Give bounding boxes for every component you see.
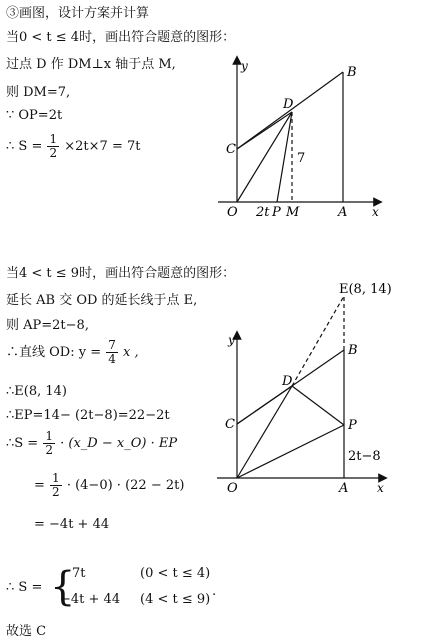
- fraction-den: 2: [49, 146, 58, 160]
- fraction-den: 4: [108, 352, 116, 366]
- figure-2: [205, 280, 405, 498]
- case1-expr: 7t: [72, 566, 86, 581]
- label-p: P: [348, 418, 357, 433]
- label-b: B: [347, 65, 357, 80]
- label-7: 7: [297, 151, 306, 166]
- piecewise-brace: {: [50, 564, 76, 610]
- segment-od: [237, 112, 292, 202]
- fraction-num: 1: [52, 471, 60, 485]
- area-formula-3: [34, 472, 184, 499]
- label-o: O: [227, 205, 238, 220]
- answer-text: 故选 C: [6, 624, 47, 639]
- label-c: C: [225, 417, 235, 432]
- segment-cd: [237, 386, 292, 424]
- area-prefix: ∴ S =: [6, 139, 43, 154]
- case2-cond: (4 < t ≤ 9): [140, 592, 211, 607]
- label-a: A: [338, 205, 348, 220]
- label-a: A: [339, 481, 349, 496]
- e-point-text: ∴E(8, 14): [6, 384, 67, 399]
- label-2t: 2t: [256, 205, 270, 220]
- area-formula-4: = −4t + 44: [34, 517, 110, 532]
- fraction-half: [43, 430, 55, 457]
- area2-prefix: ∴S =: [6, 436, 39, 451]
- ep-text: ∴EP=14− (2t−8)=22−2t: [6, 408, 170, 423]
- area3-suffix: · (4−0) · (22 − 2t): [66, 478, 185, 493]
- segment-dp: [292, 386, 344, 425]
- label-y: y: [241, 59, 248, 73]
- area2-suffix: · (x_D − x_O) · EP: [60, 436, 178, 451]
- label-c: C: [226, 142, 236, 157]
- label-m: M: [286, 205, 300, 220]
- dm-text: 则 DM=7,: [6, 85, 71, 100]
- extend-text: 延长 AB 交 OD 的延长线于点 E,: [6, 293, 198, 308]
- od-suffix: x ,: [123, 345, 139, 360]
- segment-dp: [277, 112, 292, 202]
- summary-end: .: [212, 584, 217, 599]
- fraction-seven-fourths: [106, 339, 118, 366]
- area-formula-2: [6, 430, 177, 457]
- case1-cond: (0 < t ≤ 4): [140, 566, 211, 581]
- fraction-den: 2: [45, 443, 53, 457]
- heading: ③画图，设计方案并计算: [6, 6, 150, 21]
- label-e: E(8, 14): [339, 282, 392, 297]
- case2-expr: −4t + 44: [60, 592, 121, 607]
- segment-de: [292, 296, 344, 386]
- ap-text: 则 AP=2t−8,: [6, 318, 89, 333]
- label-o: O: [227, 481, 238, 496]
- area3-prefix: =: [34, 478, 45, 493]
- fraction-num: 1: [45, 429, 53, 443]
- op-text: ∵ OP=2t: [6, 108, 63, 123]
- label-d: D: [282, 374, 293, 389]
- label-x: x: [372, 205, 379, 219]
- construct-text: 过点 D 作 DM⊥x 轴于点 M,: [6, 57, 176, 72]
- case1-text: 当0 < t ≤ 4时，画出符合题意的图形：: [6, 30, 236, 45]
- fraction-half: [50, 472, 62, 499]
- area-formula-1: [6, 133, 140, 160]
- label-b: B: [348, 343, 358, 358]
- fraction-den: 2: [52, 485, 60, 499]
- label-p: P: [272, 205, 281, 220]
- figure-1: [210, 52, 390, 224]
- od-prefix: ∴直线 OD: y =: [6, 345, 102, 360]
- label-d: D: [283, 97, 294, 112]
- fraction-half: [47, 133, 59, 160]
- label-x: x: [377, 481, 384, 495]
- area-suffix: ×2t×7 = 7t: [64, 139, 141, 154]
- line-od-formula: [6, 339, 139, 366]
- label-2t-8: 2t−8: [348, 449, 381, 464]
- label-y: y: [228, 333, 235, 347]
- fraction-num: 7: [108, 338, 116, 352]
- summary-prefix: ∴ S =: [6, 580, 43, 595]
- case2-text: 当4 < t ≤ 9时，画出符合题意的图形：: [6, 266, 236, 281]
- segment-cd: [237, 112, 292, 149]
- fraction-num: 1: [49, 132, 58, 146]
